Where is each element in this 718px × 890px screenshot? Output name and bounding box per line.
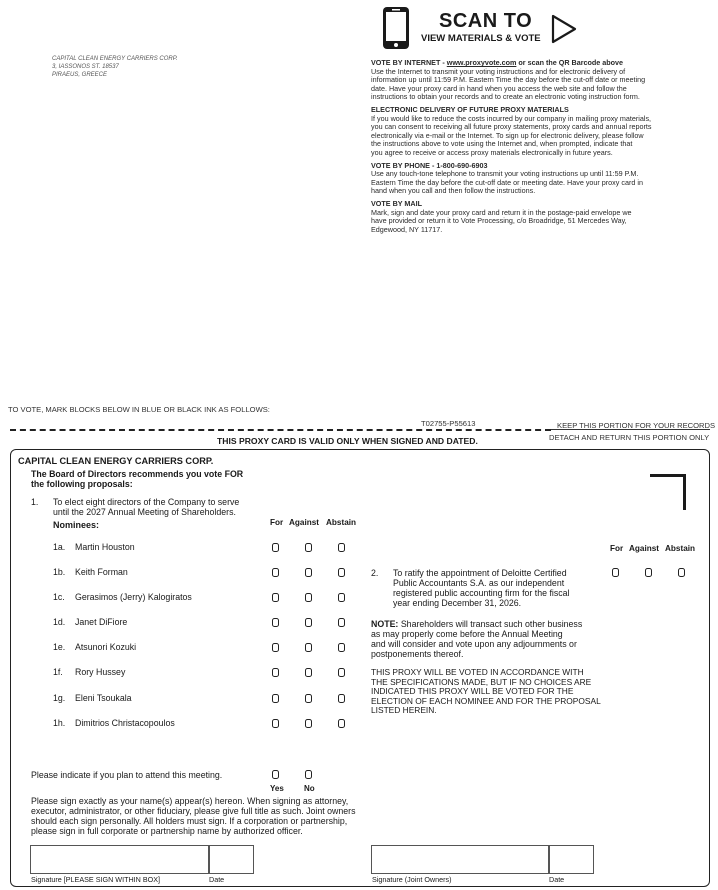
sign-line-4: please sign in full corporate or partnership name by authorized officer. [31,826,303,836]
sender-line-2: 3, IASSONOS ST. 18537 [52,64,119,70]
mail-heading: VOTE BY MAIL [371,198,422,208]
sign-line-3: should each sign personally. All holders must sign. If a corporation or partnership, [31,816,348,826]
internet-heading: VOTE BY INTERNET - [371,58,447,67]
for-checkbox[interactable] [272,719,279,728]
against-checkbox[interactable] [305,568,312,577]
no-label: No [304,784,315,793]
vote-mail-section [371,200,716,234]
proxy-line-5: LISTED HEREIN. [371,705,437,716]
col-against-header-right: Against [629,544,660,553]
nominee-number: 1d. [53,617,66,627]
proxy-line-4: ELECTION OF EACH NOMINEE AND FOR THE PROPOSAL [371,695,601,706]
against-checkbox[interactable] [305,618,312,627]
scan-title: SCAN TO [439,10,533,32]
company-name: CAPITAL CLEAN ENERGY CARRIERS CORP. [18,456,214,466]
against-checkbox[interactable] [305,543,312,552]
yes-label: Yes [270,784,284,793]
electronic-text-4: the instructions above to vote using the Internet and, when prompted, indicate that [371,139,633,149]
proposal-1-number: 1. [31,497,39,507]
proposal-2-line-3: registered public accounting firm for the fiscal [393,588,570,598]
tear-line-solid [551,429,710,430]
abstain-checkbox[interactable] [338,719,345,728]
signing-instructions [31,796,356,836]
col-for-header: For [270,518,284,527]
phone-text-2: Eastern Time the day before the cut-off date or meeting date. Have your proxy card in [371,177,643,187]
nominee-number: 1c. [53,592,65,602]
attend-question: Please indicate if you plan to attend this meeting. [31,770,223,780]
detach-portion-text: DETACH AND RETURN THIS PORTION ONLY [549,433,710,442]
col-for-header-right: For [610,544,624,553]
electronic-text-1: If you would like to reduce the costs incurred by our company in mailing proxy materials, [371,113,652,123]
col-abstain-header-right: Abstain [665,544,696,553]
note-line-2: as may properly come before the Annual Meeting [371,629,563,639]
electronic-heading: ELECTRONIC DELIVERY OF FUTURE PROXY MATERIALS [371,104,569,114]
phone-icon [381,6,411,50]
scan-subtitle: VIEW MATERIALS & VOTE [421,33,541,44]
against-checkbox[interactable] [305,668,312,677]
mail-text-3: Edgewood, NY 11717. [371,224,443,234]
nominee-number: 1b. [53,567,66,577]
joint-date-label: Date [549,875,565,884]
board-recommendation [31,469,243,489]
joint-date-box[interactable] [548,845,594,874]
date-label: Date [209,875,225,884]
abstain-checkbox[interactable] [338,618,345,627]
note-text [371,619,582,659]
abstain-checkbox[interactable] [338,543,345,552]
joint-signature-label: Signature (Joint Owners) [372,875,452,884]
electronic-text-5: you agree to receive or access proxy materials electronically in future years. [371,147,613,157]
play-arrow-icon [551,14,577,44]
against-checkbox[interactable] [305,694,312,703]
nominee-name: Dimitrios Christacopoulos [75,718,175,728]
date-box[interactable] [208,845,254,874]
against-checkbox[interactable] [305,593,312,602]
mail-text-2: have provided or return it to Vote Processing, c/o Broadridge, 51 Mercedes Way, [371,216,627,226]
sender-line-1: CAPITAL CLEAN ENERGY CARRIERS CORP. [52,56,178,62]
note-line-4: postponements thereof. [371,649,464,659]
signature-label: Signature [PLEASE SIGN WITHIN BOX] [31,875,161,884]
against-checkbox[interactable] [305,719,312,728]
nominee-name: Atsunori Kozuki [75,642,137,652]
for-checkbox[interactable] [272,593,279,602]
sender-line-3: PIRAEUS, GREECE [52,72,108,78]
note-line-3: and will consider and vote upon any adjournments or [371,639,577,649]
internet-text-2: information up until 11:59 P.M. Eastern Time the day before the cut-off date or meeting [371,75,646,85]
attend-no-checkbox[interactable] [305,770,312,779]
internet-text-1: Use the Internet to transmit your voting instructions and for electronic delivery of [371,66,626,76]
nominee-name: Martin Houston [75,542,135,552]
proposal-2-for-checkbox[interactable] [612,568,619,577]
phone-text-3: hand when you call and then follow the instructions. [371,186,536,196]
nominee-number: 1f. [53,667,63,677]
for-checkbox[interactable] [272,618,279,627]
tear-line-dashed [10,429,551,431]
joint-signature-box[interactable] [371,845,550,874]
proposal-1-line-2: until the 2027 Annual Meeting of Shareholders. [53,507,236,517]
registration-mark [650,474,686,510]
sign-line-2: executor, administrator, or other fiduciary, please give full title as such. Joint owners [31,806,356,816]
col-against-header: Against [289,518,320,527]
proxy-line-1: THIS PROXY WILL BE VOTED IN ACCORDANCE WITH [371,667,584,677]
signature-box[interactable] [30,845,210,874]
electronic-delivery-section [371,106,716,158]
proposal-2-line-4: year ending December 31, 2026. [393,598,522,608]
nominee-number: 1e. [53,642,66,652]
phone-text-1: Use any touch-tone telephone to transmit your voting instructions up until 11:59 P.M. [371,169,639,179]
proposal-1-text [53,497,239,517]
for-checkbox[interactable] [272,568,279,577]
nominee-name: Keith Forman [75,567,128,577]
nominee-number: 1h. [53,718,66,728]
board-line-2: the following proposals: [31,479,133,489]
mail-text-1: Mark, sign and date your proxy card and return it in the postage-paid envelope we [371,207,632,217]
for-checkbox[interactable] [272,543,279,552]
vote-internet-section [371,59,716,102]
keep-portion-text: KEEP THIS PORTION FOR YOUR RECORDS [557,421,716,430]
note-line-1: Shareholders will transact such other business [398,619,583,629]
nominees-label: Nominees: [53,520,100,530]
vote-phone-section [371,162,716,196]
voting-instructions [371,59,716,234]
electronic-text-2: you can consent to receiving all future proxy statements, proxy cards and annual reports [371,122,652,132]
proxy-line-2: THE SPECIFICATIONS MADE, BUT IF NO CHOICES ARE [371,676,592,687]
proposal-2-number: 2. [371,568,379,578]
nominee-name: Eleni Tsoukala [75,693,132,703]
control-code: T02755-P55613 [421,419,476,428]
for-checkbox[interactable] [272,694,279,703]
sign-line-1: Please sign exactly as your name(s) appear(s) hereon. When signing as attorney, [31,796,349,806]
valid-notice: THIS PROXY CARD IS VALID ONLY WHEN SIGNED AND DATED. [217,436,478,446]
internet-text-3: date. Have your proxy card in hand when you access the web site and follow the [371,83,627,93]
board-line-1: The Board of Directors recommends you vote FOR [31,469,244,479]
proposal-1-line-1: To elect eight directors of the Company to serve [53,497,240,507]
nominee-number: 1a. [53,542,66,552]
nominee-number: 1g. [53,693,66,703]
against-checkbox[interactable] [305,643,312,652]
proposal-2-line-1: To ratify the appointment of Deloitte Certified [393,568,567,578]
proposal-2-line-2: Public Accountants S.A. as our independent [393,578,565,588]
col-abstain-header: Abstain [326,518,357,527]
proposal-2-against-checkbox[interactable] [645,568,652,577]
for-checkbox[interactable] [272,668,279,677]
mark-instruction: TO VOTE, MARK BLOCKS BELOW IN BLUE OR BLACK INK AS FOLLOWS: [8,405,270,414]
abstain-checkbox[interactable] [338,694,345,703]
abstain-checkbox[interactable] [338,593,345,602]
abstain-checkbox[interactable] [338,643,345,652]
nominee-name: Janet DiFiore [75,617,128,627]
proxy-line-3: INDICATED THIS PROXY WILL BE VOTED FOR THE [371,686,574,697]
internet-text-4: instructions to obtain your records and to create an electronic voting instruction form. [371,92,640,102]
for-checkbox[interactable] [272,643,279,652]
proposal-2-text [393,568,570,608]
attend-yes-checkbox[interactable] [272,770,279,779]
electronic-text-3: electronically via e-mail or the Internet. To sign up for electronic delivery, please follow [371,130,644,140]
internet-heading-suffix: or scan the QR Barcode above [516,58,624,67]
nominee-name: Gerasimos (Jerry) Kalogiratos [75,592,192,602]
note-label: NOTE: [371,619,399,629]
abstain-checkbox[interactable] [338,568,345,577]
abstain-checkbox[interactable] [338,668,345,677]
sender-address [52,55,178,79]
proxyvote-link[interactable]: www.proxyvote.com [446,58,517,67]
proposal-2-abstain-checkbox[interactable] [678,568,685,577]
nominee-name: Rory Hussey [75,667,126,677]
proxy-statement [371,668,601,716]
phone-heading: VOTE BY PHONE - 1-800-690-6903 [371,160,488,170]
